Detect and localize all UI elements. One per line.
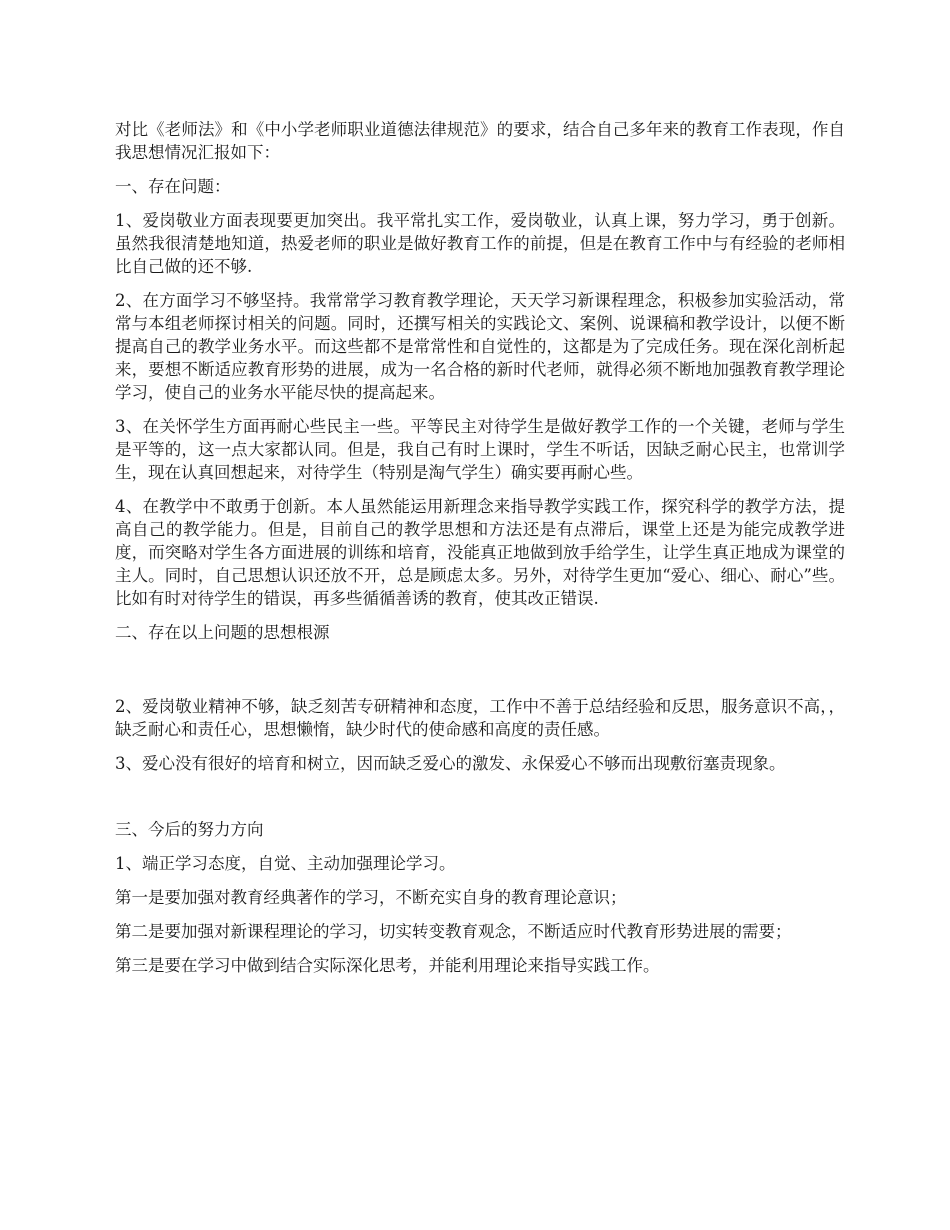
section-3-point-2: 第二是要加强对新课程理论的学习，切实转变教育观念，不断适应时代教育形势进展的需要；	[115, 922, 792, 941]
intro-paragraph: 对比《老师法》和《中小学老师职业道德法律规范》的要求，结合自己多年来的教育工作表现，作自我思想情况汇报如下：	[115, 120, 845, 162]
section-2-item-2: 2、爱岗敬业精神不够，缺乏刻苦专研精神和态度，工作中不善于总结经验和反思，服务意识不高，，缺乏耐心和责任心，思想懒惰，缺少时代的使命感和高度的责任感。	[115, 697, 845, 739]
section-1-item-3: 3、在关怀学生方面再耐心些民主一些。平等民主对待学生是做好教学工作的一个关键，老师与学生是平等的，这一点大家都认同。但是，我自己有时上课时，学生不听话，因缺乏耐心民主，也常训学生，现在认真回想起来，对待学生（特别是淘气学生）确实要再耐心些。	[115, 417, 845, 482]
section-2-heading: 二、存在以上问题的思想根源	[115, 623, 330, 642]
section-3-point-3: 第三是要在学习中做到结合实际深化思考，并能利用理论来指导实践工作。	[115, 956, 660, 975]
section-1-heading: 一、存在问题：	[115, 177, 231, 196]
section-3-heading: 三、今后的努力方向	[115, 820, 264, 839]
section-1-item-2: 2、在方面学习不够坚持。我常常学习教育教学理论，天天学习新课程理念，积极参加实验活动，常常与本组老师探讨相关的问题。同时，还撰写相关的实践论文、案例、说课稿和教学设计，以便不断提高自己的教学业务水平。而这些都不是常常性和自觉性的，这都是为了完成任务。现在深化剖析起来，要想不断适应教育形势的进展，成为一名合格的新时代老师，就得必须不断地加强教育教学理论学习，使自己的业务水平能尽快的提高起来。	[115, 291, 845, 402]
section-3-item-1: 1、端正学习态度，自觉、主动加强理论学习。	[115, 854, 456, 873]
section-1-item-4: 4、在教学中不敢勇于创新。本人虽然能运用新理念来指导教学实践工作，探究科学的教学方法，提高自己的教学能力。但是，目前自己的教学思想和方法还是有点滞后，课堂上还是为能完成教学进度，而突略对学生各方面进展的训练和培育，没能真正地做到放手给学生，让学生真正地成为课堂的主人。同时，自己思想认识还放不开，总是顾虑太多。另外，对待学生更加“爱心、细心、耐心”些。比如有时对待学生的错误，再多些循循善诱的教育，使其改正错误.	[115, 497, 845, 608]
section-1-item-1: 1、爱岗敬业方面表现要更加突出。我平常扎实工作，爱岗敬业，认真上课，努力学习，勇于创新。虽然我很清楚地知道，热爱老师的职业是做好教育工作的前提，但是在教育工作中与有经验的老师相比自己做的还不够.	[115, 211, 845, 276]
section-3-point-1: 第一是要加强对教育经典著作的学习，不断充实自身的教育理论意识；	[115, 888, 627, 907]
document-body	[115, 118, 845, 988]
blank-space	[115, 655, 845, 695]
blank-space	[115, 786, 845, 818]
section-2-item-3: 3、爱心没有很好的培育和树立，因而缺乏爱心的激发、永保爱心不够而出现敷衍塞责现象。	[115, 754, 786, 773]
